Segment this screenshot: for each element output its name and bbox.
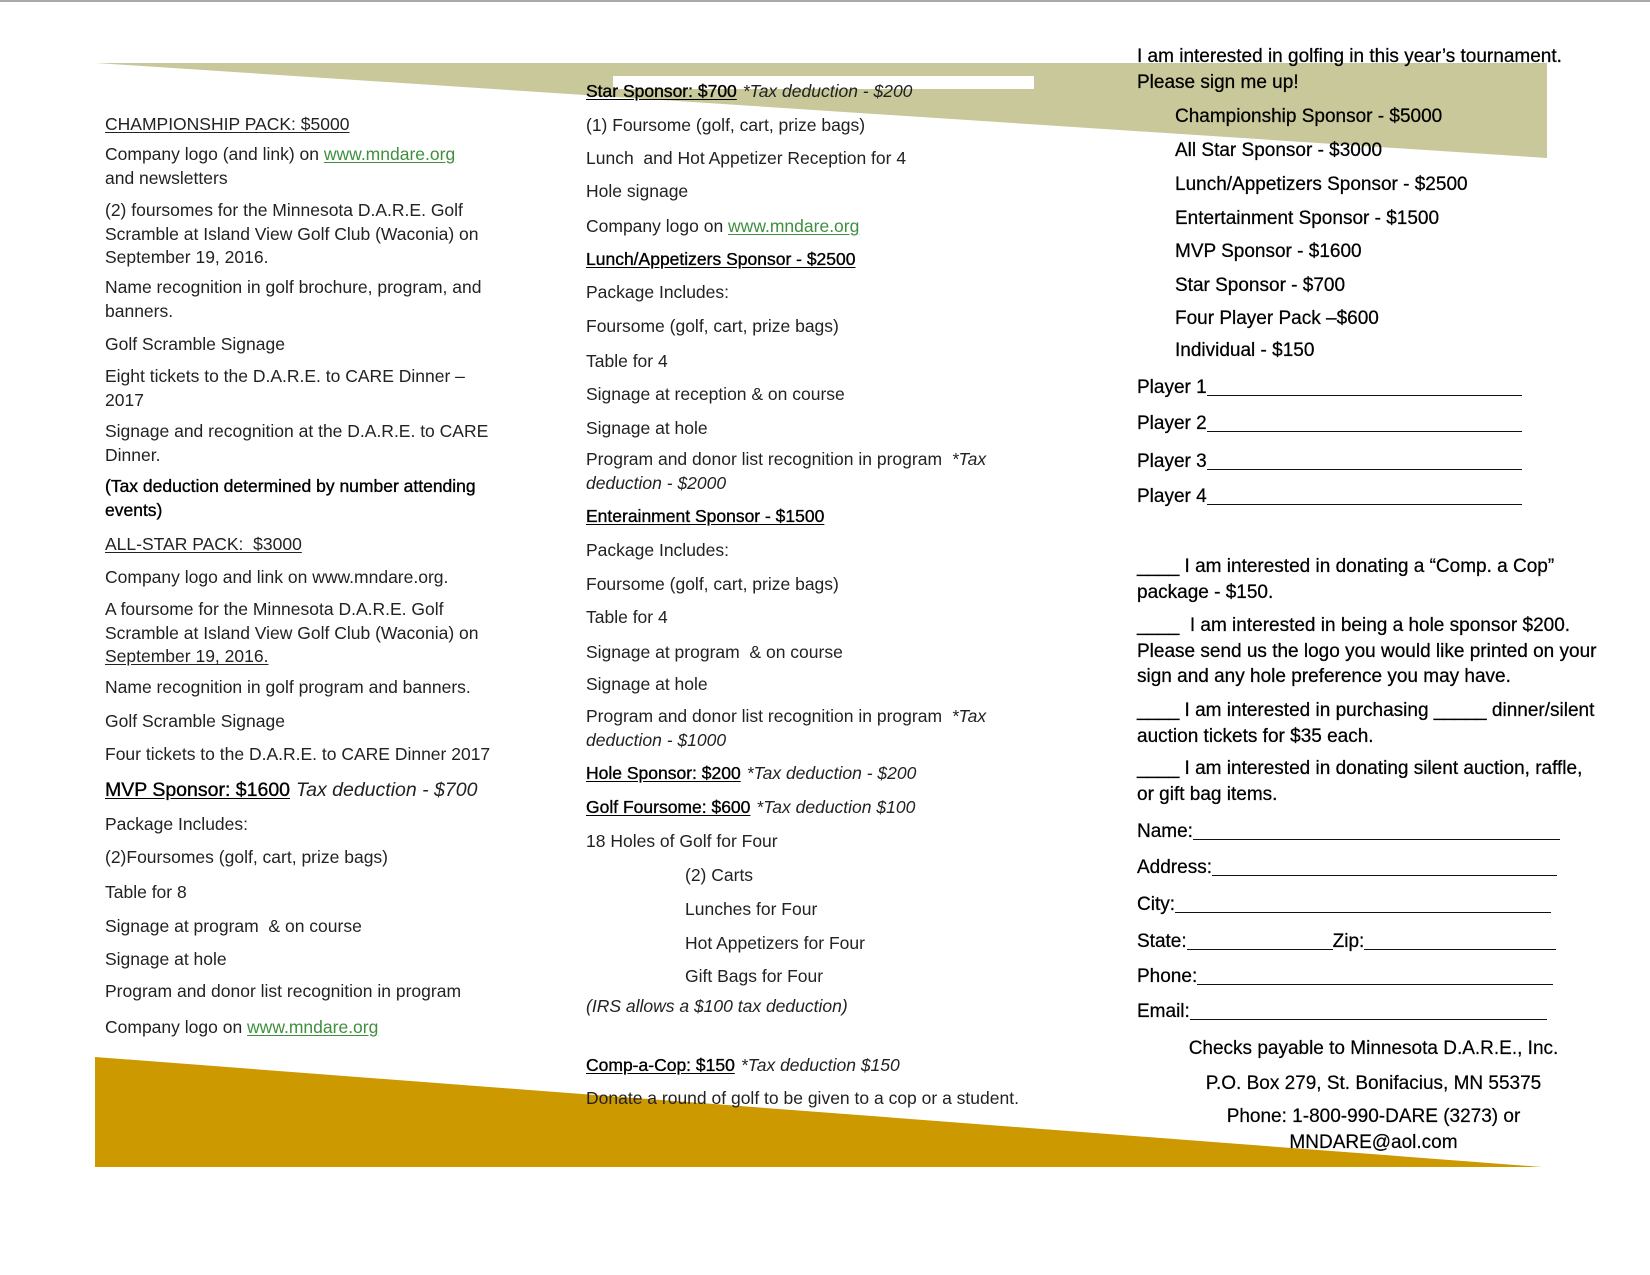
player-blank-line (1207, 411, 1522, 432)
golf-foursome-heading: Golf Foursome: $600 (586, 797, 751, 817)
player-label: Player 4 (1137, 486, 1207, 507)
entertainment-item: Package Includes: (586, 540, 730, 560)
star-sponsor-heading: Star Sponsor: $700 (586, 81, 737, 101)
zip-blank-line (1364, 929, 1556, 950)
mvp-item: Table for 8 (105, 882, 187, 902)
benefit-text: Program and donor list recognition in program (586, 706, 952, 726)
mvp-sponsor-heading: MVP Sponsor: $1600 (105, 779, 291, 801)
state-blank-line (1187, 929, 1333, 950)
name-blank-line (1193, 819, 1560, 840)
lunch-item: Package Includes: (586, 282, 730, 302)
checks-payable-note: Checks payable to Minnesota D.A.R.E., Inc. (1188, 1038, 1559, 1059)
entertainment-tax-deduction: *Tax deduction - $1000 (586, 706, 987, 750)
mvp-tax-deduction: Tax deduction - $700 (296, 779, 478, 801)
star-item: Lunch and Hot Appetizer Reception for 4 (586, 148, 907, 168)
golf-foursome-line (586, 796, 915, 820)
player-blank-line (1207, 375, 1522, 396)
sponsor-option: Individual - $150 (1175, 340, 1315, 361)
sponsor-option: All Star Sponsor - $3000 (1175, 140, 1383, 161)
comp-a-cop-heading: Comp-a-Cop: $150 (586, 1055, 735, 1075)
comp-a-cop-tax-deduction: *Tax deduction $150 (740, 1055, 900, 1075)
comp-a-cop-line (586, 1054, 900, 1078)
lunch-item: Foursome (golf, cart, prize bags) (586, 316, 839, 336)
mndare-link[interactable]: www.mndare.org (728, 216, 860, 236)
championship-logo-benefit (105, 143, 455, 190)
entertainment-sponsor-heading: Enterainment Sponsor - $1500 (586, 506, 825, 526)
sponsor-option: Entertainment Sponsor - $1500 (1175, 208, 1440, 229)
benefit-text: and newsletters (105, 167, 228, 188)
phone-label: Phone: (1137, 966, 1198, 987)
allstar-signage: Golf Scramble Signage (105, 711, 285, 731)
lunch-item: Table for 4 (586, 351, 668, 371)
benefit-text: Company logo on (586, 216, 729, 236)
star-item: Hole signage (586, 181, 689, 201)
entertainment-item: Signage at hole (586, 674, 708, 694)
championship-dinner-signage: Signage and recognition at the D.A.R.E. to CARE Dinner. (105, 421, 489, 465)
contact-info: Phone: 1-800-990-DARE (3273) or MNDARE@aol.com (1226, 1106, 1521, 1153)
player-2-field (1137, 411, 1522, 437)
sponsor-option: Lunch/Appetizers Sponsor - $2500 (1175, 174, 1468, 195)
interest-hole-sponsor: ____ I am interested in being a hole sponsor $200. Please send us the logo you would like printed on your sign and any hole preference you may have. (1137, 615, 1597, 687)
mvp-item: Program and donor list recognition in program (105, 981, 462, 1001)
entertainment-item: Foursome (golf, cart, prize bags) (586, 574, 839, 594)
email-field (1137, 999, 1547, 1025)
player-blank-line (1207, 449, 1522, 470)
city-label: City: (1137, 894, 1175, 915)
hole-sponsor-heading: Hole Sponsor: $200 (586, 763, 741, 783)
event-date: September 19, 2016. (105, 646, 269, 666)
interest-dinner-tickets: ____ I am interested in purchasing _____ dinner/silent auction tickets for $35 each. (1137, 700, 1595, 747)
star-logo-benefit (586, 215, 859, 239)
mvp-item: Package Includes: (105, 814, 249, 834)
sponsor-option: Championship Sponsor - $5000 (1175, 106, 1443, 127)
golf-foursome-tax-deduction: *Tax deduction $100 (756, 797, 916, 817)
star-sponsor-line (586, 80, 912, 104)
allstar-foursome-benefit (105, 598, 479, 669)
golf-foursome-intro: 18 Holes of Golf for Four (586, 831, 778, 851)
zip-label: Zip: (1332, 931, 1365, 952)
golf-foursome-item: Gift Bags for Four (685, 966, 824, 986)
mvp-item: Signage at program & on course (105, 916, 362, 936)
player-3-field (1137, 449, 1522, 475)
player-blank-line (1207, 484, 1522, 505)
mvp-sponsor-line (105, 779, 477, 803)
allstar-tickets: Four tickets to the D.A.R.E. to CARE Dinner 2017 (105, 744, 491, 764)
star-tax-deduction: *Tax deduction - $200 (742, 81, 913, 101)
mailing-address: P.O. Box 279, St. Bonifacius, MN 55375 (1205, 1073, 1542, 1094)
name-label: Name: (1137, 821, 1193, 842)
player-label: Player 2 (1137, 413, 1207, 434)
golf-foursome-item: Hot Appetizers for Four (685, 933, 865, 953)
lunch-item: Signage at reception & on course (586, 384, 845, 404)
address-label: Address: (1137, 857, 1212, 878)
championship-foursomes-benefit: (2) foursomes for the Minnesota D.A.R.E. Golf Scramble at Island View Golf Club (Waconia) on September 19, 2016. (105, 200, 479, 267)
mndare-link[interactable]: www.mndare.org (323, 144, 456, 164)
hole-sponsor-line (586, 762, 916, 786)
phone-blank-line (1197, 964, 1553, 985)
championship-tickets: Eight tickets to the D.A.R.E. to CARE Dinner – 2017 (105, 366, 465, 410)
player-label: Player 1 (1137, 377, 1207, 398)
state-label: State: (1137, 931, 1187, 952)
championship-name-recognition: Name recognition in golf brochure, program, and banners. (105, 277, 482, 321)
email-label: Email: (1137, 1001, 1190, 1022)
name-field (1137, 819, 1560, 845)
comp-a-cop-description: Donate a round of golf to be given to a cop or a student. (586, 1088, 1019, 1108)
sponsor-option: MVP Sponsor - $1600 (1175, 241, 1362, 262)
lunch-tax-deduction: *Tax deduction - $2000 (586, 449, 987, 493)
allstar-name-recognition: Name recognition in golf program and banners. (105, 677, 471, 697)
mvp-item: Signage at hole (105, 949, 227, 969)
player-4-field (1137, 484, 1522, 510)
hole-tax-deduction: *Tax deduction - $200 (746, 763, 917, 783)
city-blank-line (1175, 892, 1551, 913)
phone-field (1137, 964, 1553, 990)
allstar-pack-heading: ALL-STAR PACK: $3000 (105, 534, 302, 554)
signup-intro: I am interested in golfing in this year’s tournament. Please sign me up! (1137, 46, 1562, 93)
mndare-link[interactable]: www.mndare.org (247, 1017, 379, 1037)
benefit-text: Company logo (and link) on (105, 144, 324, 164)
championship-tax-note: (Tax deduction determined by number attending events) (105, 476, 476, 520)
championship-pack-heading: CHAMPIONSHIP PACK: $5000 (105, 114, 350, 134)
benefit-text: A foursome for the Minnesota D.A.R.E. Golf Scramble at Island View Golf Club (Waconia) on (105, 599, 479, 643)
player-1-field (1137, 375, 1522, 401)
star-item: (1) Foursome (golf, cart, prize bags) (586, 115, 866, 135)
entertainment-program-recognition (586, 705, 986, 752)
entertainment-item: Signage at program & on course (586, 642, 843, 662)
state-zip-field (1137, 929, 1556, 955)
address-field (1137, 855, 1557, 881)
player-label: Player 3 (1137, 451, 1207, 472)
allstar-logo-benefit: Company logo and link on www.mndare.org. (105, 567, 449, 587)
benefit-text: Program and donor list recognition in program (586, 449, 952, 469)
mvp-logo-benefit (105, 1016, 378, 1040)
email-blank-line (1190, 999, 1547, 1020)
sponsor-option: Four Player Pack –$600 (1175, 308, 1379, 329)
interest-auction-items: ____ I am interested in donating silent auction, raffle, or gift bag items. (1137, 758, 1583, 805)
sponsor-option: Star Sponsor - $700 (1175, 275, 1346, 296)
address-blank-line (1212, 855, 1557, 876)
irs-note: (IRS allows a $100 tax deduction) (586, 996, 848, 1016)
lunch-item: Signage at hole (586, 418, 708, 438)
interest-comp-a-cop: ____ I am interested in donating a “Comp. a Cop” package - $150. (1137, 556, 1555, 603)
championship-signage: Golf Scramble Signage (105, 334, 285, 354)
golf-foursome-item: Lunches for Four (685, 899, 818, 919)
golf-foursome-item: (2) Carts (685, 865, 754, 885)
benefit-text: Company logo on (105, 1017, 248, 1037)
mvp-item: (2)Foursomes (golf, cart, prize bags) (105, 847, 389, 867)
lunch-sponsor-heading: Lunch/Appetizers Sponsor - $2500 (586, 249, 856, 269)
city-field (1137, 892, 1551, 918)
lunch-program-recognition (586, 448, 986, 495)
entertainment-item: Table for 4 (586, 607, 668, 627)
